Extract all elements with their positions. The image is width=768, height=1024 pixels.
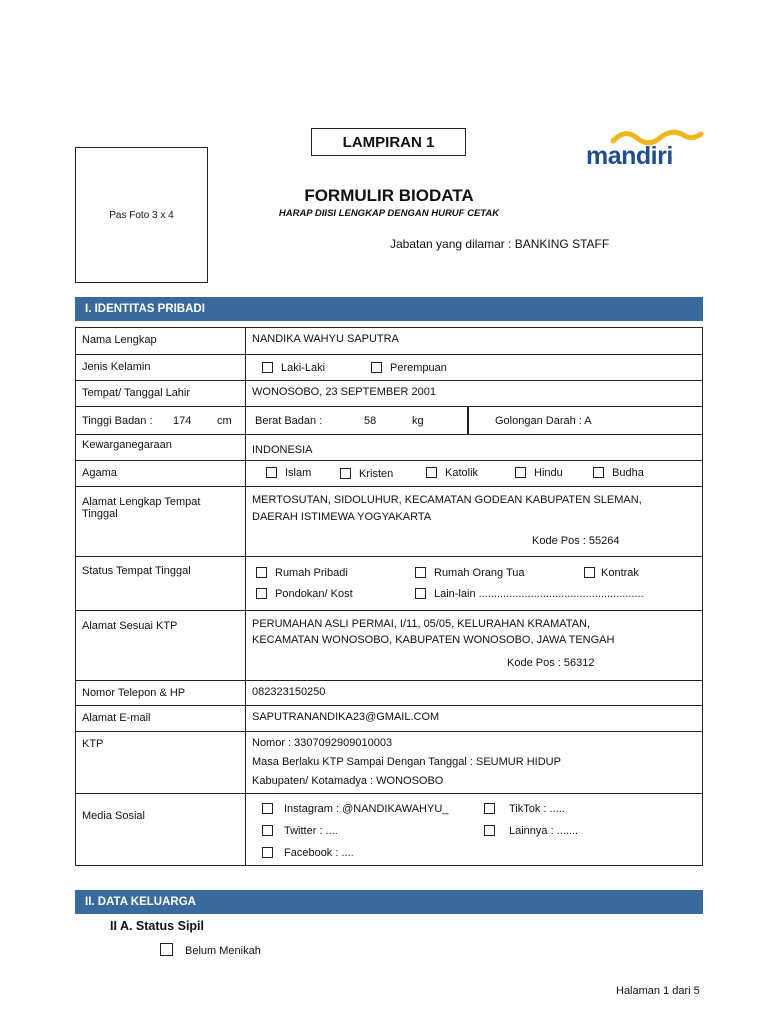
mandiri-logo (585, 128, 705, 172)
alamat-line1[interactable]: MERTOSUTAN, SIDOLUHUR, KECAMATAN GODEAN KABUPATEN SLEMAN, (252, 494, 642, 506)
checkbox-icon[interactable] (262, 847, 273, 858)
status-tinggal-label: Status Tempat Tinggal (76, 557, 246, 611)
option-kristen[interactable]: Kristen (340, 468, 393, 480)
row-jenis-kelamin (76, 355, 703, 381)
checkbox-icon[interactable] (515, 467, 526, 478)
kewarganegaraan-field[interactable]: INDONESIA (246, 435, 703, 461)
email-label: Alamat E-mail (76, 706, 246, 732)
ktp-kabupaten[interactable]: Kabupaten/ Kotamadya : WONOSOBO (252, 775, 444, 787)
checkbox-icon[interactable] (484, 825, 495, 836)
form-title: FORMULIR BIODATA (304, 186, 474, 205)
berat-unit: kg (412, 415, 424, 427)
option-belum-menikah[interactable]: Belum Menikah (160, 943, 261, 957)
checkbox-icon[interactable] (415, 567, 426, 578)
row-alamat (76, 487, 703, 557)
section-identitas-header: I. IDENTITAS PRIBADI (75, 297, 703, 321)
tinggi-value[interactable]: 174 (173, 415, 192, 427)
option-kontrak[interactable]: Kontrak (584, 567, 639, 579)
alamat-ktp-label: Alamat Sesuai KTP (76, 611, 246, 681)
option-tiktok[interactable]: TikTok : ..... (484, 803, 565, 815)
media-sosial-label: Media Sosial (76, 794, 246, 866)
kewarganegaraan-label: Kewarganegaraan (76, 435, 246, 461)
checkbox-icon[interactable] (340, 468, 351, 479)
row-kewarganegaraan (76, 435, 703, 461)
status-sipil-heading: II A. Status Sipil (110, 919, 204, 933)
page-number: Halaman 1 dari 5 (616, 985, 700, 997)
option-twitter[interactable]: Twitter : .... (262, 825, 338, 837)
logo-text: mandiri (586, 142, 673, 170)
section-keluarga-header: II. DATA KELUARGA (75, 890, 703, 914)
alamat-ktp-kode-pos[interactable]: Kode Pos : 56312 (507, 657, 595, 669)
berat-value[interactable]: 58 (364, 415, 377, 427)
ttl-label: Tempat/ Tanggal Lahir (76, 381, 246, 407)
checkbox-icon[interactable] (262, 825, 273, 836)
checkbox-icon[interactable] (262, 362, 273, 373)
row-alamat-ktp (76, 611, 703, 681)
telepon-field[interactable]: 082323150250 (246, 681, 703, 706)
alamat-kode-pos[interactable]: Kode Pos : 55264 (532, 535, 620, 547)
row-email (76, 706, 703, 732)
checkbox-icon[interactable] (584, 567, 595, 578)
option-perempuan[interactable]: Perempuan (371, 362, 447, 374)
checkbox-icon[interactable] (415, 588, 426, 599)
row-agama (76, 461, 703, 487)
nama-field[interactable]: NANDIKA WAHYU SAPUTRA (246, 328, 703, 355)
ttl-field[interactable]: WONOSOBO, 23 SEPTEMBER 2001 (246, 381, 703, 407)
row-ttl (76, 381, 703, 407)
option-rumah-orang-tua[interactable]: Rumah Orang Tua (415, 567, 525, 579)
option-pondokan[interactable]: Pondokan/ Kost (256, 588, 353, 600)
ktp-nomor[interactable]: Nomor : 3307092909010003 (252, 737, 393, 749)
lampiran-label: LAMPIRAN 1 (311, 128, 466, 156)
checkbox-icon[interactable] (484, 803, 495, 814)
jabatan-field: Jabatan yang dilamar : BANKING STAFF (390, 237, 610, 251)
berat-label: Berat Badan : (255, 415, 323, 427)
option-lainnya[interactable]: Lainnya : ....... (484, 825, 578, 837)
row-fisik (76, 407, 703, 435)
option-katolik[interactable]: Katolik (426, 467, 478, 479)
option-hindu[interactable]: Hindu (515, 467, 563, 479)
checkbox-icon[interactable] (371, 362, 382, 373)
option-instagram[interactable]: Instagram : @NANDIKAWAHYU_ (262, 803, 448, 815)
column-divider (467, 407, 469, 435)
alamat-ktp-line2[interactable]: KECAMATAN WONOSOBO, KABUPATEN WONOSOBO, JAWA TENGAH (252, 634, 615, 646)
option-budha[interactable]: Budha (593, 467, 644, 479)
tinggi-unit: cm (217, 415, 232, 427)
checkbox-icon[interactable] (256, 588, 267, 599)
form-subtitle: HARAP DIISI LENGKAP DENGAN HURUF CETAK (278, 208, 500, 219)
checkbox-icon[interactable] (256, 567, 267, 578)
jenis-kelamin-label: Jenis Kelamin (76, 355, 246, 381)
telepon-label: Nomor Telepon & HP (76, 681, 246, 706)
agama-label: Agama (76, 461, 246, 487)
checkbox-icon[interactable] (593, 467, 604, 478)
checkbox-icon[interactable] (426, 467, 437, 478)
photo-label: Pas Foto 3 x 4 (109, 209, 174, 221)
row-status-tinggal (76, 557, 703, 611)
row-ktp (76, 732, 703, 794)
option-rumah-pribadi[interactable]: Rumah Pribadi (256, 567, 348, 579)
checkbox-icon[interactable] (266, 467, 277, 478)
ktp-label: KTP (76, 732, 246, 794)
nama-label: Nama Lengkap (76, 328, 246, 355)
checkbox-icon[interactable] (160, 943, 173, 956)
row-telepon (76, 681, 703, 706)
tinggi-label: Tinggi Badan : (82, 415, 153, 427)
golongan-darah[interactable]: Golongan Darah : A (495, 415, 592, 427)
checkbox-icon[interactable] (262, 803, 273, 814)
ktp-masa-berlaku[interactable]: Masa Berlaku KTP Sampai Dengan Tanggal : SEUMUR HIDUP (252, 756, 561, 768)
option-islam[interactable]: Islam (266, 467, 311, 479)
identitas-table (75, 327, 703, 866)
alamat-ktp-line1[interactable]: PERUMAHAN ASLI PERMAI, I/11, 05/05, KELURAHAN KRAMATAN, (252, 618, 591, 630)
option-laki-laki[interactable]: Laki-Laki (262, 362, 325, 374)
option-lain-lain[interactable]: Lain-lain ...................................................... (415, 588, 644, 600)
alamat-label: Alamat Lengkap Tempat Tinggal (76, 487, 246, 557)
row-media-sosial (76, 794, 703, 866)
alamat-line2[interactable]: DAERAH ISTIMEWA YOGYAKARTA (252, 511, 432, 523)
row-nama (76, 328, 703, 355)
email-field[interactable]: SAPUTRANANDIKA23@GMAIL.COM (246, 706, 703, 732)
option-facebook[interactable]: Facebook : .... (262, 847, 354, 859)
